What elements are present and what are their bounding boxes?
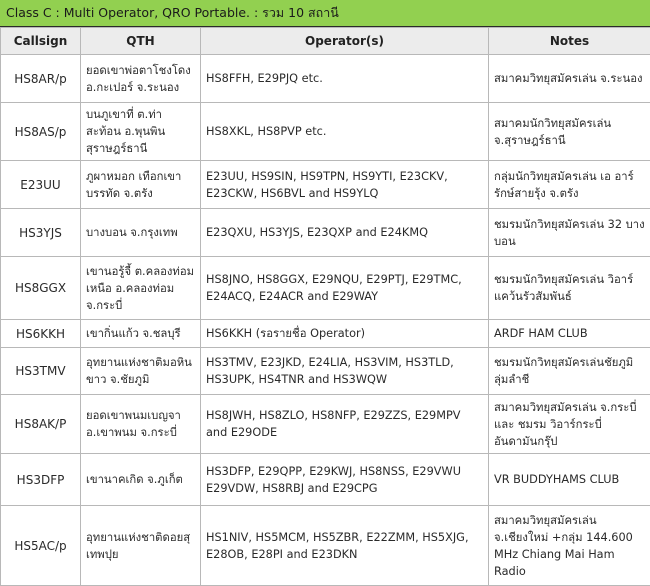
callsign-cell: HS8AR/p	[1, 55, 81, 103]
table-row	[1, 320, 650, 348]
column-header-operators: Operator(s)	[201, 28, 489, 55]
callsign-cell: HS3YJS	[1, 209, 81, 257]
qth-cell: เขานาคเกิด จ.ภูเก็ต	[81, 454, 201, 506]
callsign-cell: HS8AK/P	[1, 395, 81, 454]
qth-cell: เขากิ่นแก้ว จ.ชลบุรี	[81, 320, 201, 348]
notes-cell: ชมรมนักวิทยุสมัครเล่น วิอาร์แคว้นรัวสัมพันธ์	[489, 257, 650, 320]
qth-cell: ภูผาหมอก เทือกเขาบรรทัด จ.ตรัง	[81, 161, 201, 209]
notes-cell: สมาคมวิทยุสมัครเล่น จ.ระนอง	[489, 55, 650, 103]
operators-cell: HS8FFH, E29PJQ etc.	[201, 55, 489, 103]
notes-cell: ชมรมนักวิทยุสมัครเล่นชัยภูมิ ลุ่มลำชี	[489, 348, 650, 395]
qth-cell: บนภูเขาที่ ต.ท่าสะท้อน อ.พุนพิน สุราษฎร์ธานี	[81, 103, 201, 161]
table-row	[1, 55, 650, 103]
qth-cell: ยอดเขาพนมเบญจา อ.เขาพนม จ.กระบี่	[81, 395, 201, 454]
qth-cell: เขานอรู้จี้ ต.คลองท่อมเหนือ อ.คลองท่อม จ.กระบี่	[81, 257, 201, 320]
operators-cell: HS1NIV, HS5MCM, HS5ZBR, E22ZMM, HS5XJG, E28OB, E28PI and E23DKN	[201, 506, 489, 586]
qth-cell: อุทยานแห่งชาติดอยสุเทพปุย	[81, 506, 201, 586]
table-row	[1, 348, 650, 395]
qth-cell: อุทยานแห่งชาติมอหินขาว จ.ชัยภูมิ	[81, 348, 201, 395]
operators-cell: HS8JWH, HS8ZLO, HS8NFP, E29ZZS, E29MPV and E29ODE	[201, 395, 489, 454]
table-row	[1, 209, 650, 257]
stations-table	[0, 27, 650, 586]
operators-cell: HS6KKH (รอรายชื่อ Operator)	[201, 320, 489, 348]
callsign-cell: HS3TMV	[1, 348, 81, 395]
callsign-cell: HS8GGX	[1, 257, 81, 320]
notes-cell: สมาคมวิทยุสมัครเล่น จ.เชียงใหม่ +กลุ่ม 144.600 MHz Chiang Mai Ham Radio	[489, 506, 650, 586]
notes-cell: ชมรมนักวิทยุสมัครเล่น 32 บางบอน	[489, 209, 650, 257]
column-header-notes: Notes	[489, 28, 650, 55]
table-row	[1, 506, 650, 586]
operators-cell: HS8JNO, HS8GGX, E29NQU, E29PTJ, E29TMC, E24ACQ, E24ACR and E29WAY	[201, 257, 489, 320]
operators-cell: E23UU, HS9SIN, HS9TPN, HS9YTI, E23CKV, E23CKW, HS6BVL and HS9YLQ	[201, 161, 489, 209]
callsign-cell: HS6KKH	[1, 320, 81, 348]
operators-cell: HS3TMV, E23JKD, E24LIA, HS3VIM, HS3TLD, HS3UPK, HS4TNR and HS3WQW	[201, 348, 489, 395]
operators-cell: HS8XKL, HS8PVP etc.	[201, 103, 489, 161]
callsign-cell: E23UU	[1, 161, 81, 209]
callsign-cell: HS5AC/p	[1, 506, 81, 586]
notes-cell: สมาคมวิทยุสมัครเล่น จ.กระบี่ และ ชมรม วิอาร์กระบี่อันดามันกรุ๊ป	[489, 395, 650, 454]
operators-cell: E23QXU, HS3YJS, E23QXP and E24KMQ	[201, 209, 489, 257]
notes-cell: VR BUDDYHAMS CLUB	[489, 454, 650, 506]
notes-cell: กลุ่มนักวิทยุสมัครเล่น เอ อาร์ รักษ์สายรุ้ง จ.ตรัง	[489, 161, 650, 209]
callsign-cell: HS8AS/p	[1, 103, 81, 161]
column-header-qth: QTH	[81, 28, 201, 55]
notes-cell: สมาคมนักวิทยุสมัครเล่น จ.สุราษฎร์ธานี	[489, 103, 650, 161]
qth-cell: บางบอน จ.กรุงเทพ	[81, 209, 201, 257]
table-row	[1, 103, 650, 161]
header-row	[1, 28, 650, 55]
table-row	[1, 257, 650, 320]
operators-cell: HS3DFP, E29QPP, E29KWJ, HS8NSS, E29VWU E29VDW, HS8RBJ and E29CPG	[201, 454, 489, 506]
table-title: Class C : Multi Operator, QRO Portable. : รวม 10 สถานี	[0, 0, 650, 27]
notes-cell: ARDF HAM CLUB	[489, 320, 650, 348]
table-row	[1, 161, 650, 209]
table-row	[1, 454, 650, 506]
column-header-callsign: Callsign	[1, 28, 81, 55]
callsign-cell: HS3DFP	[1, 454, 81, 506]
table-row	[1, 395, 650, 454]
qth-cell: ยอดเขาพ่อตาโชงโดง อ.กะเปอร์ จ.ระนอง	[81, 55, 201, 103]
